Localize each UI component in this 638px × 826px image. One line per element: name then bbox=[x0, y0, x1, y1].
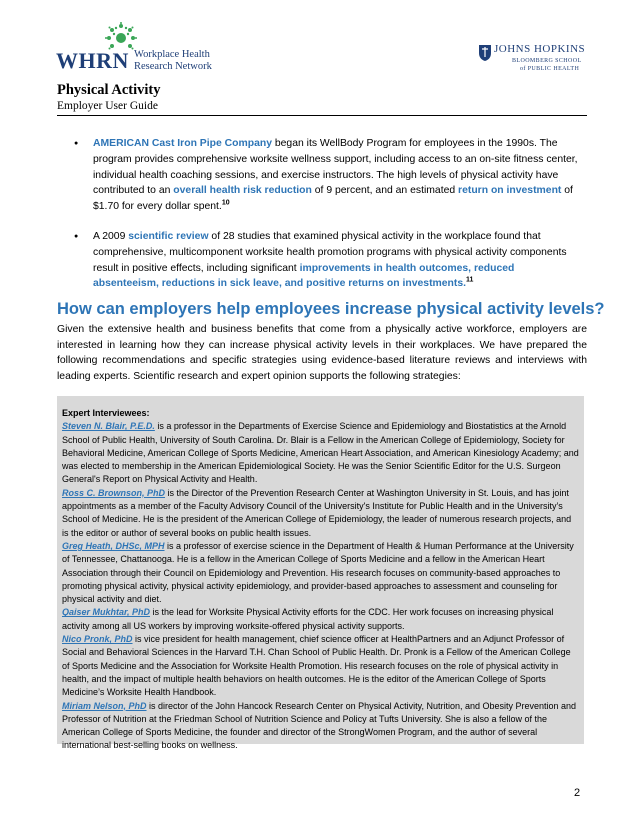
whrn-logo bbox=[56, 22, 216, 74]
intro-paragraph: Given the extensive health and business benefits that come from a physically active workforce, employers are interested in learning how they can increase physical activity levels in their workplaces. We have prepared the following recommendations and specific strategies using evidence-based literature reviews and interviews with leading experts. Scientific research and expert opinion supports the following strategies: bbox=[57, 324, 587, 382]
highlight-text: scientific review bbox=[128, 230, 209, 242]
expert-bio: is vice president for health management, chief science officer at HealthPartners and an Adjunct Professor of Social and Behavioral Sciences in the Harvard T.H. Chan School of Public Health. Dr. Pronk is a Fellow of the American College of Sports Medicine and the Association for Worksite Health Promotion. His research focuses on the role of physical activity in health, and the impact of multiple health behaviors on health outcomes. He is the editor of the American College of Sports Medicine’s Worksite Health Handbook. bbox=[62, 634, 571, 698]
expert-bio: is a professor in the Departments of Exercise Science and Epidemiology and Biostatistics at the Arnold School of Public Health, University of South Carolina. Dr. Blair is a Fellow in the American College of Epidemiology, Society for Behavioral Medicine, American College of Sports Medicine, American Heart Association, and American Kinesiology Academy; and was elected to membership in the American Epidemiological Society. He was the Senior Scientific Editor for the U.S. Surgeon General's Report on Physical Activity and Health. bbox=[62, 421, 579, 485]
expert-entry bbox=[62, 606, 580, 633]
footnote-ref[interactable]: 10 bbox=[221, 199, 230, 207]
document-subtitle: Employer User Guide bbox=[57, 100, 158, 112]
johns-hopkins-logo bbox=[478, 40, 588, 90]
expert-interviewees-box bbox=[57, 396, 584, 751]
expert-name-link[interactable]: Qaiser Mukhtar, PhD bbox=[62, 607, 151, 618]
expert-bio: is the lead for Worksite Physical Activity efforts for the CDC. Her work focuses on increasing physical activity among all US workers by improving worksite-offered physical activity supports. bbox=[62, 607, 554, 631]
expert-name-link[interactable]: Steven N. Blair, P.E.D. bbox=[62, 421, 155, 432]
highlight-text: overall health risk reduction bbox=[173, 185, 312, 197]
jh-logo-sub2: of PUBLIC HEALTH bbox=[520, 66, 580, 72]
whrn-logo-line1: Workplace Health bbox=[134, 49, 210, 60]
expert-name-link[interactable]: Greg Heath, DHSc, MPH bbox=[62, 540, 165, 551]
highlight-text: improvements in health outcomes, reduced absenteeism, reductions in sick leave, and positive returns on investments. bbox=[93, 262, 515, 290]
body-text: A 2009 bbox=[93, 230, 129, 242]
list-item bbox=[72, 229, 582, 292]
body-text: of 28 studies that examined physical activity in the workplace found that comprehensive, multicomponent worksite health promotion programs with physical activity components result in positive effects, including significant bbox=[93, 230, 567, 274]
expert-name-link[interactable]: Nico Pronk, PhD bbox=[62, 634, 133, 645]
expert-entry bbox=[62, 540, 580, 606]
expert-name-link[interactable]: Miriam Nelson, PhD bbox=[62, 700, 147, 711]
header-divider bbox=[57, 115, 587, 116]
expert-entry bbox=[62, 700, 580, 753]
bullet-text bbox=[93, 231, 567, 289]
body-text: began its WellBody Program for employees in the 1990s. The program provides comprehensive worksite wellness support, including access to an on-site fitness center, individual health coaching sessions, and exercise instructors. The high levels of physical activity have contributed to an bbox=[93, 138, 578, 197]
shield-icon bbox=[478, 44, 492, 62]
document-title: Physical Activity bbox=[57, 82, 161, 98]
case-study-list bbox=[72, 136, 582, 306]
section-heading: How can employers help employees increase physical activity levels? bbox=[57, 300, 605, 318]
jh-logo-name: JOHNS HOPKINS bbox=[494, 43, 586, 55]
expert-bio: is a professor of exercise science in the Department of Health & Human Performance at the University of Tennessee, Chattanooga. He is a fellow in the American College of Sports Medicine and a fellow in the American Heart Association through their Council on Epidemiology and Prevention. His research focuses on community-based approaches to promoting physical activity, physical activity epidemiology, and provider-based approaches to assessment and counseling for physical activity and diet. bbox=[62, 540, 574, 605]
expert-entry bbox=[62, 487, 580, 540]
whrn-logo-line2: Research Network bbox=[134, 61, 212, 72]
expert-name-link[interactable]: Ross C. Brownson, PhD bbox=[62, 487, 166, 498]
page-number: 2 bbox=[574, 787, 581, 799]
body-text: of $1.70 for every dollar spent. bbox=[93, 185, 573, 213]
expert-bio: is director of the John Hancock Research Center on Physical Activity, Nutrition, and Obesity Prevention and Professor of Nutrition at the Friedman School of Nutrition Science and Policy at Tufts University. She is also a fellow of the American College of Sports Medicine, the founder and director of the StrongWomen Program, and the author of several international best-selling books on wellness. bbox=[62, 700, 577, 751]
expert-entry bbox=[62, 633, 580, 699]
jh-logo-sub1: BLOOMBERG SCHOOL bbox=[512, 58, 582, 64]
expert-entry bbox=[62, 420, 580, 486]
bullet-text bbox=[93, 138, 578, 212]
highlight-text: AMERICAN Cast Iron Pipe Company bbox=[93, 138, 272, 149]
expert-bio: is the Director of the Prevention Research Center at Washington University in St. Louis, and has joint appointments as a member of the Faculty Advisory Council of the University's Institute for Public Health and in the University’s School of Medicine. He is the president of the American College of Epidemiology, the leader of numerous research projects, and is the editor or author of several books on public health issues. bbox=[62, 487, 572, 538]
body-text: of 9 percent, and an estimated bbox=[311, 185, 459, 197]
whrn-logo-letters: WHRN bbox=[56, 48, 129, 73]
footnote-ref[interactable]: 11 bbox=[466, 276, 474, 284]
list-item bbox=[72, 136, 582, 215]
highlight-text: return on investment bbox=[458, 185, 562, 197]
expert-box-heading: Expert Interviewees: bbox=[62, 408, 150, 418]
